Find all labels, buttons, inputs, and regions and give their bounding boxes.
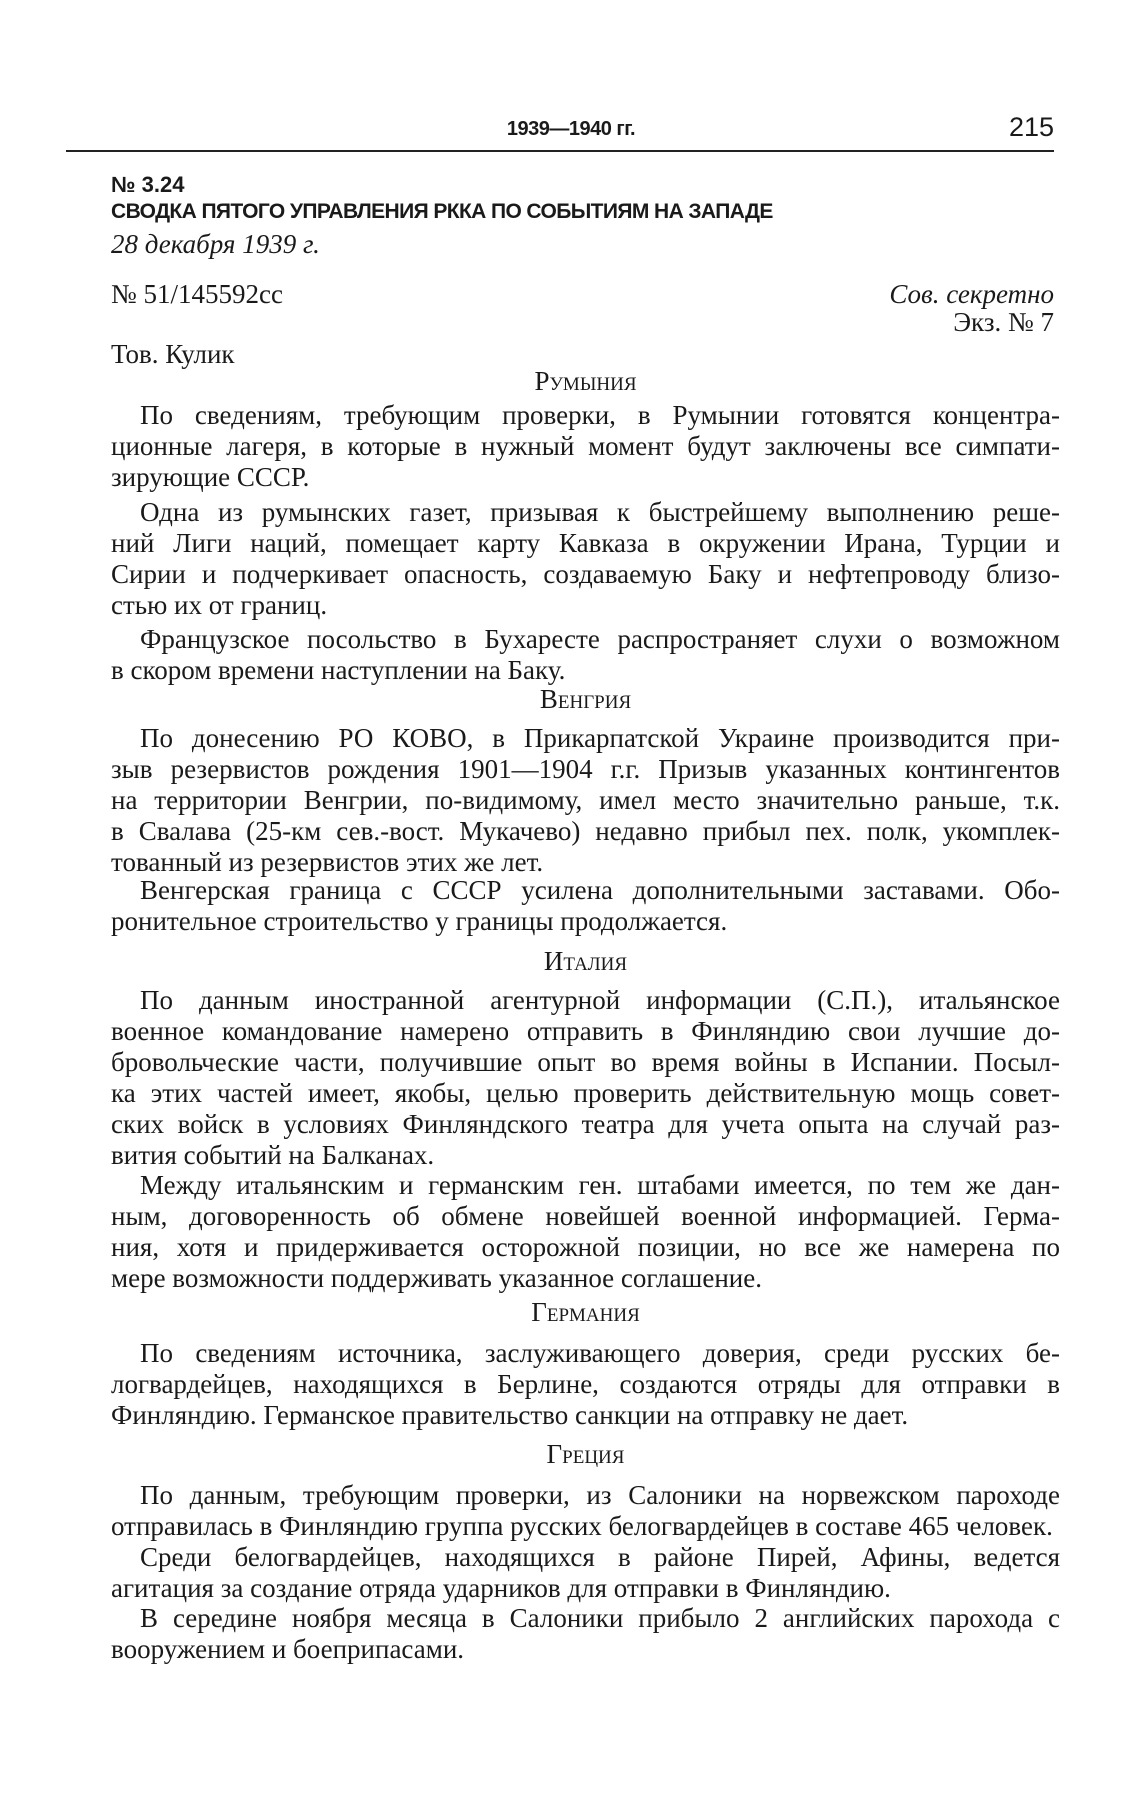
text-line: зыв резервистов рождения 1901—1904 г.г. Призыв указанных контингентов <box>111 754 1060 784</box>
text-line: в Свалава (25-км сев.-вост. Мукачево) недавно прибыл пех. полк, укомплек- <box>111 816 1060 846</box>
document-title: СВОДКА ПЯТОГО УПРАВЛЕНИЯ РККА ПО СОБЫТИЯМ НА ЗАПАДЕ <box>111 200 773 223</box>
registration-number: № 51/145592сс <box>111 279 283 309</box>
paragraph <box>111 1480 1060 1542</box>
text-line: Одна из румынских газет, призывая к быстрейшему выполнению реше- <box>140 497 1060 527</box>
text-line: тованный из резервистов этих же лет. <box>111 847 544 877</box>
document-number: № 3.24 <box>111 172 185 197</box>
section-heading: Румыния <box>534 366 637 396</box>
text-line: ционные лагеря, в которые в нужный момент будут заключены все симпати- <box>111 431 1060 461</box>
text-line: вооружением и боеприпасами. <box>111 1634 465 1664</box>
text-line: ских войск в условиях Финляндского театра для учета опыта на случай раз- <box>111 1109 1060 1139</box>
paragraph <box>111 1338 1060 1431</box>
page-number: 215 <box>1008 112 1054 142</box>
text-line: бровольческие части, получившие опыт во время войны в Испании. Посыл- <box>111 1047 1060 1077</box>
paragraph <box>111 497 1060 621</box>
text-line: Сирии и подчеркивает опасность, создаваемую Баку и нефтепроводу близо- <box>111 559 1060 589</box>
text-line: Среди белогвардейцев, находящихся в районе Пирей, Афины, ведется <box>140 1542 1060 1572</box>
paragraph <box>111 723 1060 878</box>
text-line: на территории Венгрии, по-видимому, имел место значительно раньше, т.к. <box>111 785 1060 815</box>
paragraph <box>111 624 1060 686</box>
section-heading: Италия <box>543 946 628 976</box>
paragraph <box>111 1542 1060 1604</box>
text-line: отправилась в Финляндию группа русских белогвардейцев в составе 465 человек. <box>111 1511 1053 1541</box>
text-line: ным, договоренность об обмене новейшей военной информацией. Герма- <box>111 1201 1060 1231</box>
text-line: в скором времени наступлении на Баку. <box>111 655 566 685</box>
paragraph <box>111 1603 1060 1665</box>
addressee: Тов. Кулик <box>111 339 235 369</box>
text-line: агитация за создание отряда ударников для отправки в Финляндию. <box>111 1573 891 1603</box>
text-line: логвардейцев, находящихся в Берлине, создаются отряды для отправки в <box>111 1369 1060 1399</box>
section-heading: Германия <box>531 1297 640 1327</box>
copy-number: Экз. № 7 <box>953 307 1054 337</box>
text-line: В середине ноября месяца в Салоники прибыло 2 английских парохода с <box>140 1603 1060 1633</box>
text-line: Между итальянским и германским ген. штабами имеется, по тем же дан- <box>140 1170 1060 1200</box>
text-line: зирующие СССР. <box>111 462 310 492</box>
text-line: По сведениям источника, заслуживающего доверия, среди русских бе- <box>140 1338 1060 1368</box>
text-line: Финляндию. Германское правительство санкции на отправку не дает. <box>111 1400 909 1430</box>
classification: Сов. секретно <box>889 279 1054 309</box>
text-line: ний Лиги наций, помещает карту Кавказа в окружении Ирана, Турции и <box>111 528 1060 558</box>
text-line: Венгерская граница с СССР усилена дополнительными заставами. Обо- <box>140 875 1060 905</box>
section-heading: Греция <box>546 1439 625 1469</box>
text-line: По сведениям, требующим проверки, в Румынии готовятся концентра- <box>140 400 1060 430</box>
text-line: По донесению РО КОВО, в Прикарпатской Украине производится при- <box>140 723 1060 753</box>
paragraph <box>111 985 1060 1171</box>
text-line: стью их от границ. <box>111 590 328 620</box>
text-line: Французское посольство в Бухаресте распространяет слухи о возможном <box>140 624 1060 654</box>
header-rule <box>66 150 1054 152</box>
text-line: ния, хотя и придерживается осторожной позиции, но все же намерена по <box>111 1232 1060 1262</box>
text-line: ка этих частей имеет, якобы, целью проверить действительную мощь совет- <box>111 1078 1060 1108</box>
text-line: ронительное строительство у границы продолжается. <box>111 906 728 936</box>
section-heading: Венгрия <box>539 684 632 714</box>
text-line: По данным иностранной агентурной информации (С.П.), итальянское <box>140 985 1060 1015</box>
paragraph <box>111 400 1060 493</box>
text-line: вития событий на Балканах. <box>111 1140 435 1170</box>
paragraph <box>111 1170 1060 1294</box>
document-date: 28 декабря 1939 г. <box>111 229 320 259</box>
text-line: военное командование намерено отправить в Финляндию свои лучшие до- <box>111 1016 1060 1046</box>
text-line: По данным, требующим проверки, из Салоники на норвежском пароходе <box>140 1480 1060 1510</box>
text-line: мере возможности поддерживать указанное соглашение. <box>111 1263 762 1293</box>
running-title: 1939—1940 гг. <box>506 118 636 140</box>
paragraph <box>111 875 1060 937</box>
